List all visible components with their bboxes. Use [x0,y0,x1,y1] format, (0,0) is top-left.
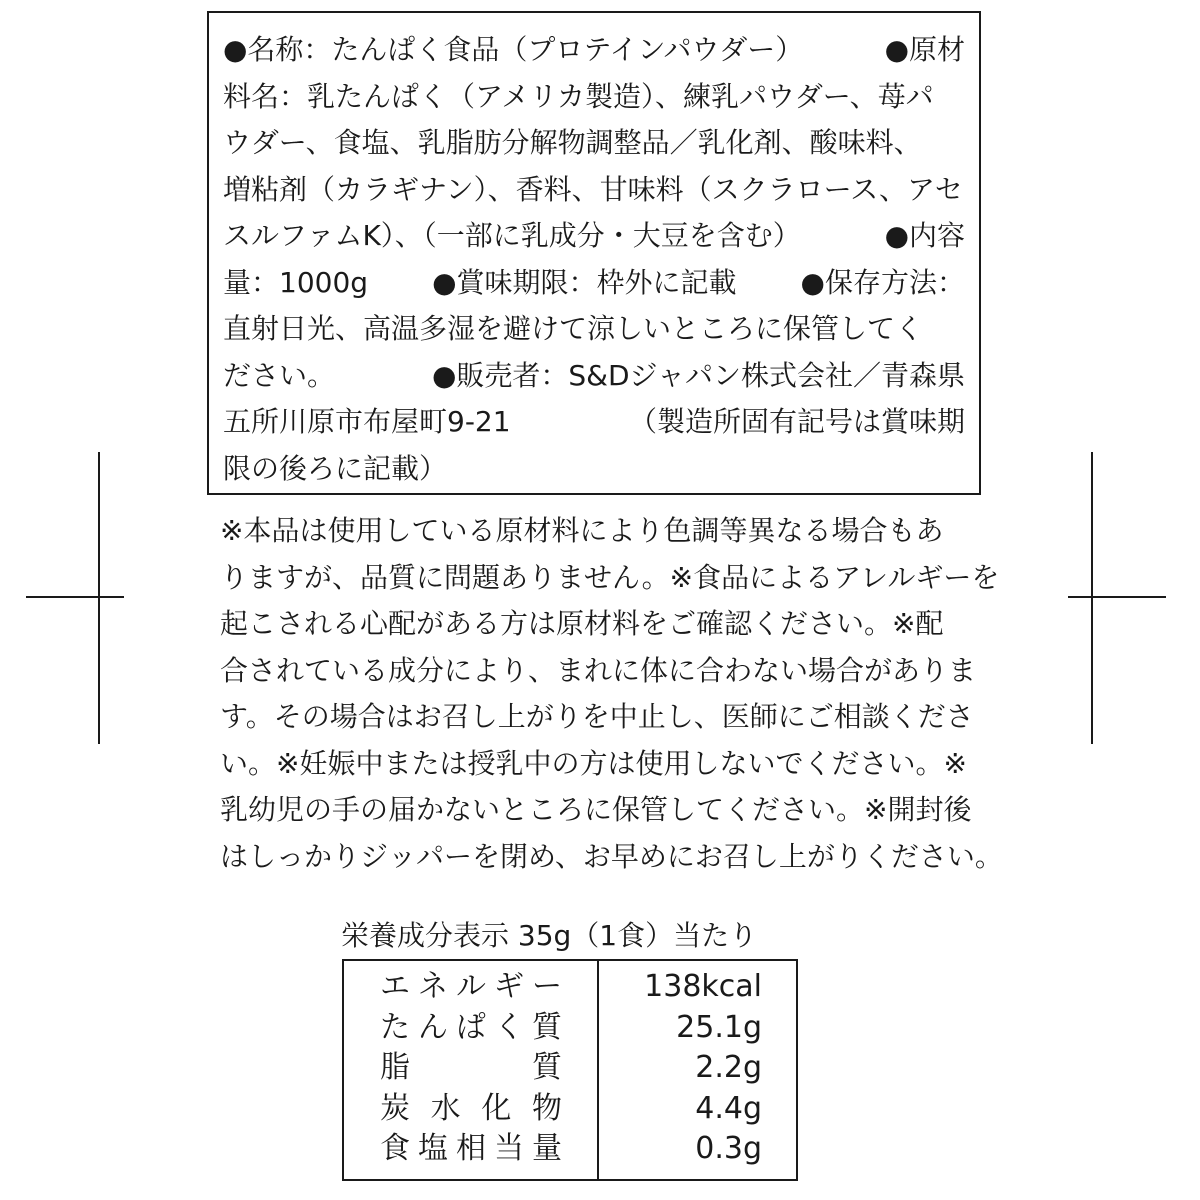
crop-mark-right-horizontal [1068,596,1166,598]
label-line [223,353,965,400]
warning-line: 乳幼児の手の届かないところに保管してください。※開封後 [220,793,972,826]
label-line [223,27,965,74]
label-manufacturer-code-note-end: 限の後ろに記載） [223,451,448,485]
label-manufacturer-code-note: （製造所固有記号は賞味期 [628,405,965,438]
label-allergen-text: スルファムK）、（一部に乳成分・大豆を含む） [223,219,801,252]
warning-line: ※本品は使用している原材料により色調等異なる場合もあ [220,514,944,547]
warning-line: い。※妊娠中または授乳中の方は使用しないでください。※ [220,746,967,780]
label-contents-heading: ●内容 [884,219,965,252]
warning-line: 起こされる心配がある方は原材料をご確認ください。※配 [220,607,944,640]
label-storage-text: 直射日光、高温多湿を避けて涼しいところに保管してく [223,312,924,345]
crop-mark-left-vertical [98,452,100,744]
label-ingredients-text: 料名：乳たんぱく（アメリカ製造）、練乳パウダー、苺パ [223,79,934,113]
label-line [223,399,965,446]
label-net-weight: 量：1000g [223,265,369,299]
label-line [223,306,965,353]
label-product-name: ●名称：たんぱく食品（プロテインパウダー） [223,33,804,66]
label-ingredients-text: ウダー、食塩、乳脂肪分解物調整品／乳化剤、酸味料、 [223,126,922,159]
warnings-section [220,508,1003,880]
nutrition-value-salt-equivalent: 0.3g [695,1131,762,1166]
warning-line: 合されている成分により、まれに体に合わない場合がありま [220,653,977,687]
crop-mark-right-vertical [1091,452,1093,744]
nutrition-table [342,959,798,1181]
nutrition-name-protein: た ん ぱ く 質 [380,1009,562,1045]
label-seller-address: 五所川原市布屋町9-21 [223,405,511,438]
nutrition-name-fat: 脂 質 [380,1050,562,1085]
warning-line: はしっかりジッパーを閉め、お早めにお召し上がりください。 [220,839,1003,873]
nutrition-value-protein: 25.1g [676,1009,762,1045]
label-line [223,260,965,307]
nutrition-name-carbohydrate: 炭 水 化 物 [380,1090,562,1126]
warning-line: りますが、品質に問題ありません。※食品によるアレルギーを [220,560,1000,594]
ingredient-label-box [207,11,981,495]
nutrition-name-salt-equivalent: 食 塩 相 当 量 [380,1131,562,1166]
label-line [223,167,965,214]
label-storage-text-end: ださい。 [223,358,336,392]
nutrition-title: 栄養成分表示 35g（1食）当たり [341,919,758,952]
label-line [223,213,965,260]
nutrition-value-fat: 2.2g [695,1050,762,1085]
warning-line: す。その場合はお召し上がりを中止し、医師にご相談くださ [220,700,974,733]
nutrition-values-column [599,961,796,1179]
label-line [223,74,965,121]
nutrition-name-energy: エ ネ ル ギ ー [380,969,562,1004]
nutrition-value-energy: 138kcal [644,969,762,1004]
nutrition-value-carbohydrate: 4.4g [695,1090,762,1126]
label-seller: ●販売者：S&Dジャパン株式会社／青森県 [431,358,965,392]
label-ingredients-text: 増粘剤（カラギナン）、香料、甘味料（スクラロース、アセ [223,172,963,206]
nutrition-names-column [344,961,599,1179]
label-ingredients-heading: ●原材 [884,33,965,66]
crop-mark-left-horizontal [26,596,124,598]
label-best-before: ●賞味期限：枠外に記載 [432,265,737,299]
label-line [223,446,965,493]
label-line [223,120,965,167]
label-storage-heading: ●保存方法： [800,265,965,299]
